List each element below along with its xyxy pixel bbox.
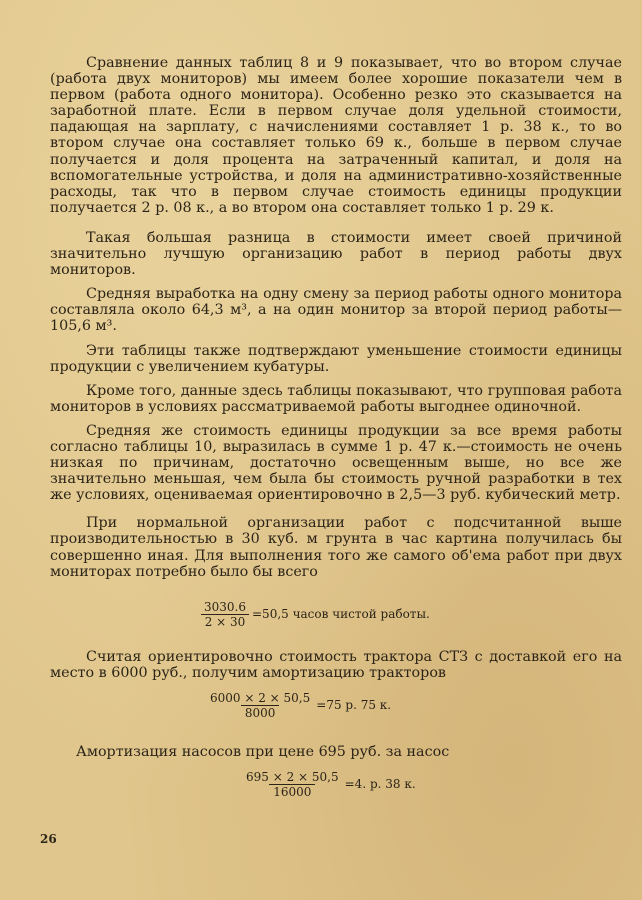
paragraph-normal-organization: При нормальной организации работ с подсчитанной выше производительностью в 30 куб. м грунта в час картина получилась бы совершенно иная. Для выполнения того же самого об'ема работ при двух мониторах потребно было бы всего: [50, 515, 622, 580]
formula-result: =4. р. 38 к.: [344, 777, 416, 792]
formula-result: =50,5 часов чистой работы.: [252, 607, 430, 622]
paragraph-tractor-cost: Считая ориентировочно стоимость трактора СТЗ с доставкой его на место в 6000 руб., получим амортизацию тракторов: [50, 648, 622, 681]
paragraph-average-cost: Средняя же стоимость единицы продукции за все время работы согласно таблицы 10, выразилась в сумме 1 р. 47 к.—стоимость не очень низкая по причинам, достаточно освещенным выше, но все же значительно меньшая, чем была бы стоимость ручной разработки в тех же условиях, оцениваемая ориентировочно в 2,5—3 руб. кубический метр.: [50, 422, 622, 504]
fraction-numerator: 3030.6: [204, 599, 246, 614]
fraction: [206, 691, 314, 720]
paragraph-comparison: Сравнение данных таблиц 8 и 9 показывает, что во втором случае (работа двух мониторов) мы имеем более хорошие показатели чем в первом (работа одного монитора). Особенно резко это сказывается на заработной плате. Если в первом случае доля удельной стоимости, падающая на зарплату, с начислениями составляет 1 р. 38 к., то во втором случае она составляет только 69 к., больше в первом случае получается и доля процента на затраченный капитал, и доля на вспомогательные устройства, и доля на административно-хозяйственные расходы, так что в первом случае стоимость единицы продукции получается 2 р. 08 к., а во втором она составляет только 1 р. 29 к.: [50, 55, 622, 216]
fraction-denominator: 16000: [269, 784, 315, 799]
formula-pump-amortization: [242, 770, 622, 799]
fraction-numerator: 695 × 2 × 50,5: [246, 770, 339, 784]
body-text: [50, 55, 622, 799]
paragraph-cost-difference: Такая большая разница в стоимости имеет своей причиной значительно лучшую организацию работ в период работы двух мониторов.: [50, 229, 622, 279]
fraction: [242, 770, 343, 799]
formula-work-hours: [200, 600, 622, 629]
page-number: 26: [40, 832, 57, 846]
paragraph-average-output: Средняя выработка на одну смену за период работы одного монитора составляла около 64,3 м³, а на один монитор за второй период работы—105,6 м³.: [50, 286, 622, 335]
formula-tractor-amortization: [206, 691, 622, 720]
fraction-denominator: 2 × 30: [201, 614, 250, 629]
paragraph-group-work: Кроме того, данные здесь таблицы показывают, что групповая работа мониторов в условиях рассматриваемой работы выгоднее одиночной.: [50, 382, 622, 415]
fraction: [200, 600, 250, 629]
fraction-numerator: 6000 × 2 × 50,5: [210, 690, 311, 705]
paragraph-tables-confirm: Эти таблицы также подтверждают уменьшение стоимости единицы продукции с увеличением кубатуры.: [50, 342, 622, 375]
fraction-denominator: 8000: [241, 705, 280, 720]
paragraph-pump-amortization: Амортизация насосов при цене 695 руб. за насос: [76, 743, 450, 760]
formula-result: =75 р. 75 к.: [316, 698, 392, 713]
